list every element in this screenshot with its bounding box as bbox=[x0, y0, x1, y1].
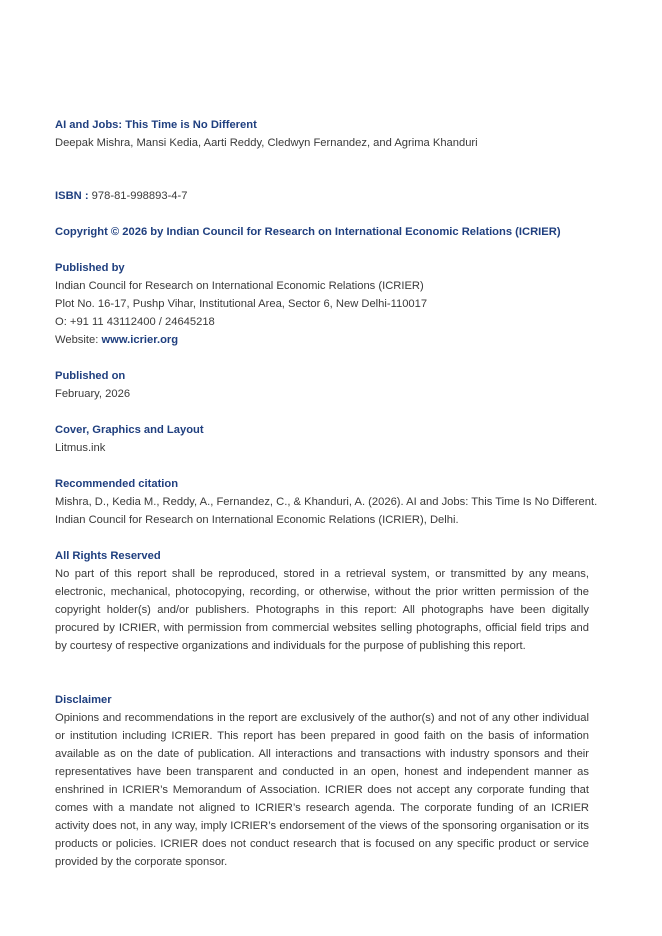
rights-section bbox=[55, 547, 589, 655]
published-by-section bbox=[55, 259, 589, 349]
copyright-notice: Copyright © 2026 by Indian Council for Research on International Economic Relations (ICRIER) bbox=[55, 226, 561, 238]
disclaimer-heading: Disclaimer bbox=[55, 694, 112, 706]
citation-section bbox=[55, 475, 598, 529]
isbn-label: ISBN : bbox=[55, 190, 89, 202]
imprint-page bbox=[55, 116, 598, 871]
published-date: February, 2026 bbox=[55, 388, 131, 400]
book-title: AI and Jobs: This Time is No Different bbox=[55, 119, 257, 131]
published-by-heading: Published by bbox=[55, 262, 125, 274]
website-label: Website: bbox=[55, 334, 99, 346]
citation-heading: Recommended citation bbox=[55, 478, 179, 490]
publisher-address: Plot No. 16-17, Pushp Vihar, Institutional Area, Sector 6, New Delhi-110017 bbox=[55, 298, 428, 310]
citation-line-1: Mishra, D., Kedia M., Reddy, A., Fernandez, C., & Khanduri, A. (2026). AI and Jobs: This Time Is No Different. bbox=[55, 496, 598, 508]
cover-section bbox=[55, 421, 589, 457]
isbn-value: 978-81-998893-4-7 bbox=[91, 190, 188, 202]
published-on-section bbox=[55, 367, 589, 403]
publisher-org: Indian Council for Research on International Economic Relations (ICRIER) bbox=[55, 280, 424, 292]
rights-heading: All Rights Reserved bbox=[55, 550, 161, 562]
disclaimer-section bbox=[55, 691, 589, 871]
rights-text: No part of this report shall be reproduced, stored in a retrieval system, or transmitted by any means, electronic, mechanical, photocopying, recording, or otherwise, without the prior written permission of the copyright holder(s) and/or publishers. Photographs in this report: All photographs have been digitally procured by ICRIER, with permission from commercial websites selling photographs, official field trips and by courtesy of respective organizations and individuals for the purpose of publishing this report. bbox=[55, 568, 589, 652]
cover-heading: Cover, Graphics and Layout bbox=[55, 424, 204, 436]
book-authors: Deepak Mishra, Mansi Kedia, Aarti Reddy, Cledwyn Fernandez, and Agrima Khanduri bbox=[55, 137, 478, 149]
publisher-phone: O: +91 11 43112400 / 24645218 bbox=[55, 316, 215, 328]
isbn-line bbox=[55, 187, 589, 205]
citation-line-2: Indian Council for Research on International Economic Relations (ICRIER), Delhi. bbox=[55, 514, 459, 526]
disclaimer-text: Opinions and recommendations in the report are exclusively of the author(s) and not of any other individual or institution including ICRIER. This report has been prepared in good faith on the basis of information available as on the date of publication. All interactions and transactions with industry sponsors and their representatives have been transparent and conducted in an open, honest and independent manner as enshrined in ICRIER’s Memorandum of Association. ICRIER does not accept any corporate funding that comes with a mandate not aligned to ICRIER’s research agenda. The corporate funding of an ICRIER activity does not, in any way, imply ICRIER’s endorsement of the views of the sponsoring organisation or its products or policies. ICRIER does not conduct research that is focused on any specific product or service provided by the corporate sponsor. bbox=[55, 712, 589, 868]
website-link[interactable]: www.icrier.org bbox=[101, 334, 179, 346]
publisher-website bbox=[55, 331, 589, 349]
published-on-heading: Published on bbox=[55, 370, 126, 382]
cover-credit: Litmus.ink bbox=[55, 442, 106, 454]
book-info bbox=[55, 116, 589, 152]
